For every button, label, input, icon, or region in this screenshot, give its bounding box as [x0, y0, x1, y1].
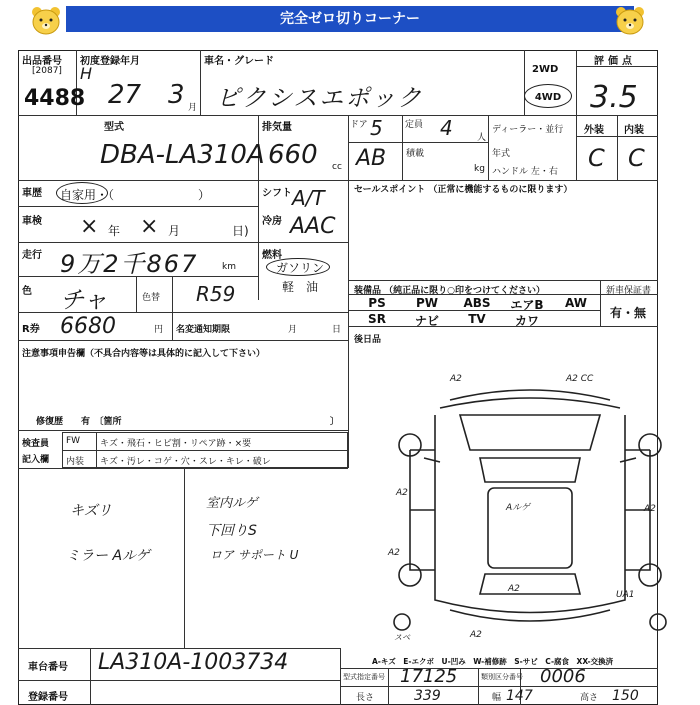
sales-point-label: セールスポイント （正常に機能するものに限ります） — [354, 182, 576, 195]
length-label: 長さ — [356, 693, 375, 703]
equipment-ps: PS — [368, 296, 386, 310]
month-value: 3 — [168, 80, 185, 110]
capacity-label: 定員 — [405, 120, 424, 130]
notes-label: 注意事項申告欄（不具合内容等は具体的に記入して下さい） — [22, 349, 266, 359]
bear-mascot-left-icon — [28, 4, 64, 36]
color-no-label: 色替 — [142, 293, 161, 303]
door-label: ドア — [350, 120, 368, 130]
bear-mascot-right-icon — [612, 4, 648, 36]
mileage-value: 9万2千867 — [60, 250, 199, 278]
load-label: 積載 — [406, 149, 425, 159]
ac-value: AAC — [290, 214, 336, 239]
damage-mark-2: A2 CC — [566, 374, 594, 384]
notice-label: 名変通知期限 — [176, 325, 231, 335]
model-type-value: DBA-LA310A — [100, 140, 265, 170]
damage-mark-5: Aルゲ — [506, 503, 530, 513]
equipment-aw: AW — [565, 296, 587, 310]
lot-number: 4488 — [24, 86, 86, 111]
interior-value: C — [628, 144, 645, 172]
history-circle — [56, 182, 108, 204]
damage-mark-10: スベ — [394, 633, 410, 642]
equipment-abs: ABS — [463, 296, 491, 310]
equipment-navi: ナビ — [414, 314, 439, 328]
damage-mark-8: A2 — [470, 630, 482, 640]
remark-left-1: キズリ — [70, 503, 112, 519]
inspection-month-unit: 月 — [168, 224, 181, 238]
body-value: AB — [356, 146, 387, 171]
score-label: 評価点 — [594, 56, 636, 67]
fw-label: FW — [66, 436, 81, 446]
equipment-row2 — [352, 312, 600, 329]
capacity-value: 4 — [440, 116, 453, 140]
type-number-label: 型式指定番号 — [343, 673, 385, 681]
first-registration-label: 初度登録年月 — [80, 56, 140, 67]
fuel-gasoline: ガソリン — [276, 261, 325, 275]
year-model-label: 年式 — [492, 149, 511, 159]
equipment-leather: カワ — [514, 314, 539, 328]
car-damage-diagram — [380, 370, 680, 650]
damage-mark-3: A2 — [396, 488, 408, 498]
lot-code: [2087] — [32, 66, 62, 76]
height-value: 150 — [612, 688, 639, 704]
width-label: 幅 — [492, 693, 502, 703]
damage-legend: A-キズ E-エクボ U-凹み W-補修跡 S-サビ C-腐食 XX-交換済 — [372, 657, 614, 666]
year-value: 27 — [108, 80, 142, 110]
type-number-value: 17125 — [400, 666, 458, 687]
inspection-day-unit: 日) — [232, 224, 249, 238]
later-items-label: 後日品 — [354, 335, 382, 345]
height-label: 高さ — [580, 693, 599, 703]
exterior-value: C — [588, 144, 605, 172]
color-value: チャ — [60, 286, 108, 314]
handle-label: ハンドル 左・右 — [492, 167, 558, 177]
equipment-sr: SR — [368, 312, 386, 326]
ac-label: 冷房 — [262, 216, 282, 227]
mileage-label: 走行 — [22, 250, 42, 261]
damage-mark-6: A2 — [388, 548, 400, 558]
inspector-entry-label: 記入欄 — [22, 455, 50, 465]
mileage-unit: km — [222, 262, 236, 272]
chassis-label: 車台番号 — [28, 662, 68, 673]
lot-number-label: 出品番号 — [22, 56, 62, 67]
equipment-airbag: エアB — [510, 298, 544, 312]
class-number-label: 類別区分番号 — [481, 673, 523, 681]
door-value: 5 — [370, 116, 383, 140]
fuel-label: 燃料 — [262, 250, 282, 261]
repair-history-close: 〕 — [330, 417, 340, 427]
equipment-tv: TV — [468, 312, 486, 326]
notice-month: 月 — [288, 325, 298, 335]
notice-day: 日 — [332, 325, 342, 335]
chassis-value: LA310A-1003734 — [98, 650, 289, 675]
inspector-label: 検査員 — [22, 439, 50, 449]
inspection-month-value: × — [140, 214, 159, 239]
new-warranty-label: 新車保証書 — [606, 286, 652, 296]
history-label: 車歴 — [22, 188, 42, 199]
drive-2wd: 2WD — [532, 64, 559, 75]
score-value: 3.5 — [590, 80, 638, 115]
model-type-label: 型式 — [104, 122, 124, 133]
load-unit: kg — [474, 164, 485, 174]
drive-4wd: 4WD — [534, 92, 562, 103]
history-value: 自家用・（ ） — [60, 188, 211, 202]
inspection-year-value: × — [80, 214, 99, 239]
length-value: 339 — [414, 688, 441, 704]
class-number-value: 0006 — [540, 666, 586, 687]
equipment-pw: PW — [415, 296, 439, 310]
fw-items: キズ・飛石・ヒビ割・リペア跡・×要 — [100, 439, 252, 449]
recycle-label: R券 — [22, 324, 40, 335]
displacement-unit: cc — [332, 162, 342, 172]
repair-history-label: 修復歴 有 〔箇所 — [36, 417, 122, 427]
registration-label: 登録番号 — [28, 692, 68, 703]
displacement-value: 660 — [268, 140, 318, 170]
color-label: 色 — [22, 286, 32, 297]
interior-inspect-items: キズ・汚レ・コゲ・穴・スレ・キレ・破レ — [100, 457, 271, 467]
warranty-value: 有・無 — [610, 306, 647, 320]
shift-label: シフト — [262, 188, 292, 199]
fuel-diesel: 軽 油 — [282, 280, 319, 294]
remark-left-2: ミラー Aルゲ — [66, 548, 150, 564]
equipment-label: 装備品 （純正品に限り○印をつけてください） — [354, 286, 545, 296]
recycle-unit: 円 — [154, 325, 164, 335]
remark-right-3: ロア サポート U — [210, 548, 299, 562]
interior-inspect-label: 内装 — [66, 457, 85, 467]
banner-title: 完全ゼロ切りコーナー — [66, 6, 634, 32]
interior-label: 内装 — [624, 125, 644, 136]
era-value: H — [80, 64, 93, 83]
exterior-label: 外装 — [584, 125, 604, 136]
car-name-label: 車名・グレード — [204, 56, 274, 67]
shift-value: A/T — [292, 186, 325, 210]
capacity-unit: 人 — [477, 133, 487, 143]
inspection-label: 車検 — [22, 216, 42, 227]
equipment-row1 — [352, 296, 600, 313]
width-value: 147 — [506, 688, 533, 704]
dealer-label: ディーラー・並行 — [492, 125, 564, 135]
damage-mark-9: UA1 — [616, 590, 635, 600]
recycle-value: 6680 — [60, 314, 116, 339]
inspection-year-unit: 年 — [108, 224, 121, 238]
month-unit: 月 — [188, 103, 198, 113]
damage-mark-1: A2 — [450, 374, 462, 384]
car-name-value: ピクシスエポック — [216, 84, 424, 112]
displacement-label: 排気量 — [262, 122, 292, 133]
remark-right-1: 室内ルゲ — [206, 496, 258, 511]
remark-right-2: 下回りS — [206, 523, 257, 539]
damage-mark-4: A2 — [644, 504, 656, 514]
color-code: R59 — [196, 282, 236, 306]
drive-4wd-circled — [524, 84, 572, 108]
damage-mark-7: A2 — [508, 584, 520, 594]
